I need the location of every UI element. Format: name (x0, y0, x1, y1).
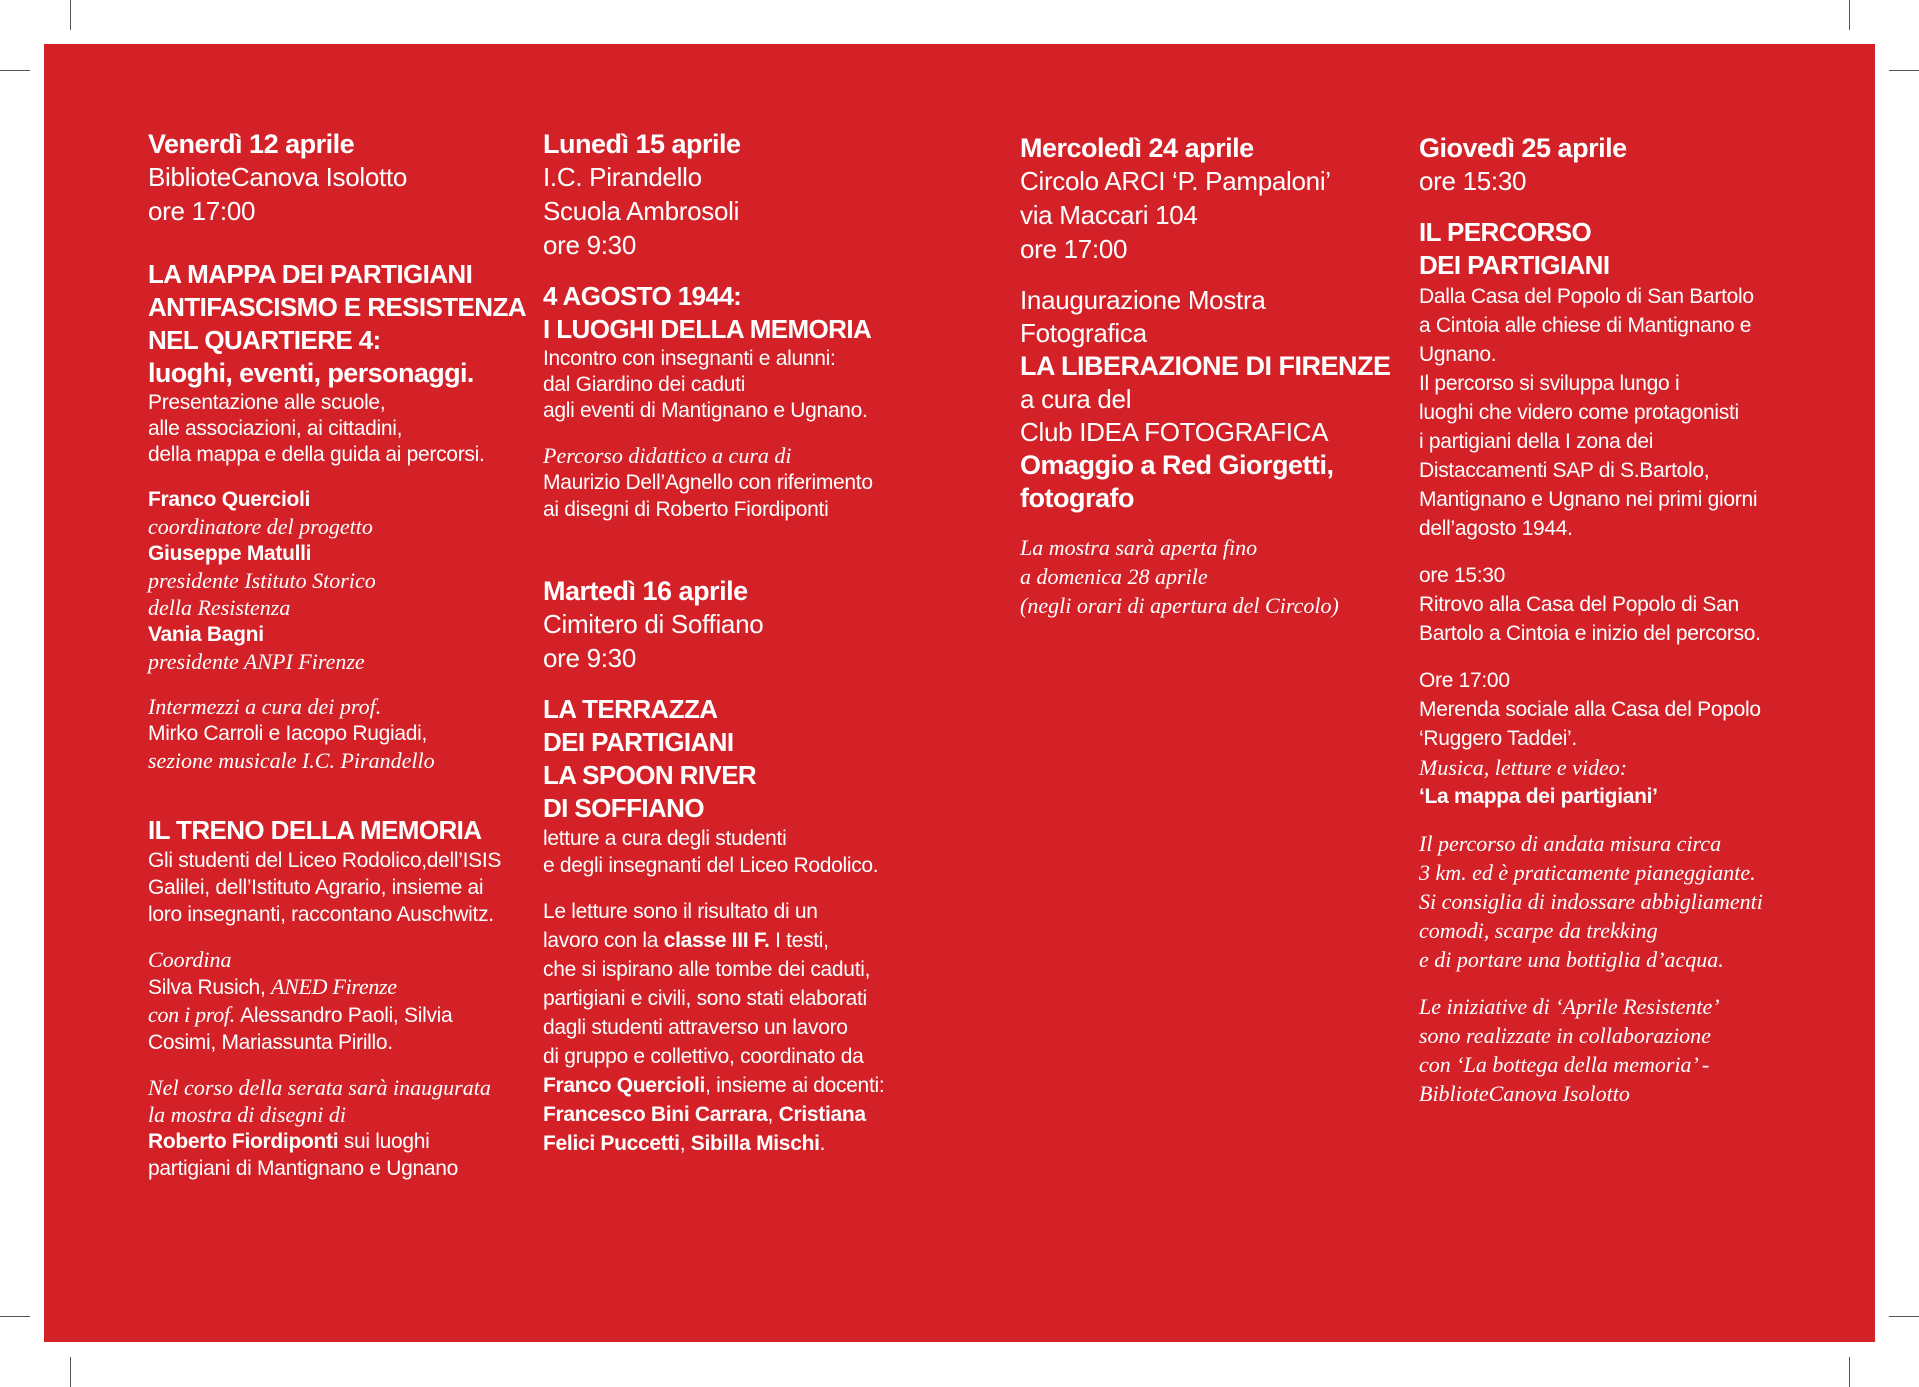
event-title: ANTIFASCISMO E RESISTENZA (148, 292, 526, 322)
event-date: Lunedì 15 aprile (543, 129, 741, 159)
event-title: IL PERCORSO (1419, 217, 1592, 247)
coord-org: ANED Firenze (271, 974, 397, 999)
description: Galilei, dell’Istituto Agrario, insieme ai (148, 876, 484, 899)
description: dal Giardino dei caduti (543, 373, 746, 396)
meeting-info: Bartolo a Cintoia e inizio del percorso. (1419, 622, 1761, 645)
route-description: luoghi che videro come protagonisti (1419, 401, 1739, 424)
exhibition-title: LA LIBERAZIONE DI FIRENZE (1020, 351, 1391, 381)
event-title: DEI PARTIGIANI (543, 727, 734, 757)
readings-text (543, 1129, 923, 1158)
intermezzi: sezione musicale I.C. Pirandello (148, 748, 435, 773)
text: , (767, 1103, 779, 1126)
event-subtitle: luoghi, eventi, personaggi. (148, 358, 474, 388)
speaker-name: Franco Quercioli (148, 488, 311, 511)
route-note: 3 km. ed è praticamente pianeggiante. (1419, 860, 1756, 885)
column-april-25 (1419, 132, 1819, 1108)
snack-info: Merenda sociale alla Casa del Popolo (1419, 698, 1761, 721)
snack-info: ‘Ruggero Taddei’. (1419, 727, 1577, 750)
crop-mark-top-right-v (1849, 0, 1850, 30)
curator-note: ai disegni di Roberto Fiordiponti (543, 498, 829, 521)
route-description: Distaccamenti SAP di S.Bartolo, (1419, 459, 1710, 482)
intermezzi: Intermezzi a cura dei prof. (148, 694, 382, 719)
text: , insieme ai docenti: (705, 1074, 885, 1097)
venue: via Maccari 104 (1020, 200, 1198, 230)
readings-text (543, 1100, 923, 1129)
time: ore 17:00 (1020, 234, 1128, 264)
coordinator-name: Franco Quercioli (543, 1074, 706, 1097)
teacher-name: Francesco Bini Carrara (543, 1103, 768, 1126)
speaker-role: della Resistenza (148, 595, 291, 620)
time: ore 15:30 (1419, 564, 1506, 587)
event-date: Mercoledì 24 aprile (1020, 133, 1254, 163)
description: della mappa e della guida ai percorsi. (148, 443, 485, 466)
exhibition-note: la mostra di disegni di (148, 1102, 347, 1127)
readings-text: partigiani e civili, sono stati elaborati (543, 987, 867, 1010)
description: alle associazioni, ai cittadini, (148, 417, 403, 440)
description: letture a cura degli studenti (543, 827, 787, 850)
curator-note: Maurizio Dell’Agnello con riferimento (543, 471, 873, 494)
crop-mark-top-right-h (1889, 70, 1919, 71)
route-note: e di portare una bottiglia d’acqua. (1419, 947, 1724, 972)
exhibition-info: Club IDEA FOTOGRAFICA (1020, 417, 1329, 447)
credits: sono realizzate in collaborazione (1419, 1023, 1711, 1048)
venue: I.C. Pirandello (543, 162, 702, 192)
route-note: comodi, scarpe da trekking (1419, 918, 1658, 943)
route-description: Dalla Casa del Popolo di San Bartolo (1419, 285, 1754, 308)
speaker-role: coordinatore del progetto (148, 514, 373, 539)
teacher-name: Felici Puccetti (543, 1132, 680, 1155)
crop-mark-bottom-right-v (1849, 1357, 1850, 1387)
venue: Scuola Ambrosoli (543, 196, 740, 226)
description: e degli insegnanti del Liceo Rodolico. (543, 854, 879, 877)
speaker-name: Giuseppe Matulli (148, 542, 312, 565)
event-title: DI SOFFIANO (543, 793, 704, 823)
readings-text: che si ispirano alle tombe dei caduti, (543, 958, 871, 981)
event-title: NEL QUARTIERE 4: (148, 325, 381, 355)
route-note: Il percorso di andata misura circa (1419, 831, 1722, 856)
coordination: Cosimi, Mariassunta Pirillo. (148, 1031, 393, 1054)
readings-text: di gruppo e collettivo, coordinato da (543, 1045, 864, 1068)
credits: con ‘La bottega della memoria’ - (1419, 1052, 1710, 1077)
exhibition-info: a cura del (1020, 384, 1132, 414)
description: Gli studenti del Liceo Rodolico,dell’ISIS (148, 849, 502, 872)
route-description: i partigiani della I zona dei (1419, 430, 1654, 453)
route-description: Ugnano. (1419, 343, 1497, 366)
speaker-name: Vania Bagni (148, 623, 264, 646)
exhibition-text: sui luoghi (338, 1130, 430, 1153)
column-april-12 (148, 128, 528, 1182)
venue: Cimitero di Soffiano (543, 609, 764, 639)
exhibition-note: Nel corso della serata sarà inaugurata (148, 1075, 491, 1100)
time: ore 9:30 (543, 230, 637, 260)
event-date: Martedì 16 aprile (543, 576, 748, 606)
time: ore 15:30 (1419, 166, 1527, 196)
readings-text: Le letture sono il risultato di un (543, 900, 818, 923)
exhibition-info: Inaugurazione Mostra (1020, 285, 1266, 315)
event-title: DEI PARTIGIANI (1419, 250, 1610, 280)
text: , (679, 1132, 691, 1155)
coord-name: Silva Rusich, (148, 976, 272, 999)
text: . (819, 1132, 826, 1155)
intermezzi: Mirko Carroli e Iacopo Rugiadi, (148, 722, 427, 745)
readings-text (543, 1071, 923, 1100)
time: ore 17:00 (148, 196, 256, 226)
column-april-24 (1020, 132, 1400, 620)
credits: Le iniziative di ‘Aprile Resistente’ (1419, 994, 1720, 1019)
route-description: dell’agosto 1944. (1419, 517, 1573, 540)
class-name: classe III F. (663, 929, 770, 952)
exhibition-note: partigiani di Mantignano e Ugnano (148, 1157, 458, 1180)
description: agli eventi di Mantignano e Ugnano. (543, 399, 868, 422)
teacher-name: Cristiana (778, 1103, 866, 1126)
description: loro insegnanti, raccontano Auschwitz. (148, 903, 494, 926)
text: I testi, (769, 929, 829, 952)
exhibition-tribute: fotografo (1020, 483, 1134, 513)
meeting-info: Ritrovo alla Casa del Popolo di San (1419, 593, 1739, 616)
route-description: Mantignano e Ugnano nei primi giorni (1419, 488, 1758, 511)
snack-info: Musica, letture e video: (1419, 755, 1628, 780)
text: lavoro con la (543, 929, 664, 952)
event-date: Venerdì 12 aprile (148, 129, 355, 159)
video-title: ‘La mappa dei partigiani’ (1419, 785, 1658, 808)
readings-text: dagli studenti attraverso un lavoro (543, 1016, 848, 1039)
event-title: I LUOGHI DELLA MEMORIA (543, 314, 872, 344)
coordination (148, 973, 528, 1001)
credits: BiblioteCanova Isolotto (1419, 1081, 1630, 1106)
description: Incontro con insegnanti e alunni: (543, 347, 836, 370)
route-description: Il percorso si sviluppa lungo i (1419, 372, 1680, 395)
venue: BiblioteCanova Isolotto (148, 162, 408, 192)
teacher-name: Sibilla Mischi (690, 1132, 820, 1155)
crop-mark-bottom-right-h (1889, 1316, 1919, 1317)
crop-mark-bottom-left-h (0, 1316, 30, 1317)
coordination: Coordina (148, 947, 232, 972)
event-title: LA MAPPA DEI PARTIGIANI (148, 259, 473, 289)
time: Ore 17:00 (1419, 669, 1510, 692)
coordination (148, 1001, 528, 1029)
description: Presentazione alle scuole, (148, 391, 386, 414)
coord-prof: con i prof. (148, 1002, 241, 1027)
crop-mark-top-left-v (70, 0, 71, 30)
crop-mark-top-left-h (0, 70, 30, 71)
time: ore 9:30 (543, 643, 637, 673)
event-title: LA TERRAZZA (543, 694, 718, 724)
speaker-role: presidente ANPI Firenze (148, 649, 365, 674)
exhibition-info: Fotografica (1020, 318, 1147, 348)
opening-note: a domenica 28 aprile (1020, 564, 1208, 589)
opening-note: (negli orari di apertura del Circolo) (1020, 593, 1339, 618)
event-date: Giovedì 25 aprile (1419, 133, 1627, 163)
curator-note: Percorso didattico a cura di (543, 443, 792, 468)
column-april-15-16 (543, 128, 923, 1158)
artist-name: Roberto Fiordiponti (148, 1130, 339, 1153)
route-note: Si consiglia di indossare abbigliamenti (1419, 889, 1763, 914)
event-title: 4 AGOSTO 1944: (543, 281, 742, 311)
event-title: IL TRENO DELLA MEMORIA (148, 815, 482, 845)
event-title: LA SPOON RIVER (543, 760, 757, 790)
exhibition-tribute: Omaggio a Red Giorgetti, (1020, 450, 1334, 480)
opening-note: La mostra sarà aperta fino (1020, 535, 1258, 560)
exhibition-note (148, 1128, 528, 1155)
venue: Circolo ARCI ‘P. Pampaloni’ (1020, 166, 1331, 196)
speaker-role: presidente Istituto Storico (148, 568, 376, 593)
coord-profs: Alessandro Paoli, Silvia (240, 1004, 453, 1027)
route-description: a Cintoia alle chiese di Mantignano e (1419, 314, 1752, 337)
readings-text (543, 926, 923, 955)
crop-mark-bottom-left-v (70, 1357, 71, 1387)
